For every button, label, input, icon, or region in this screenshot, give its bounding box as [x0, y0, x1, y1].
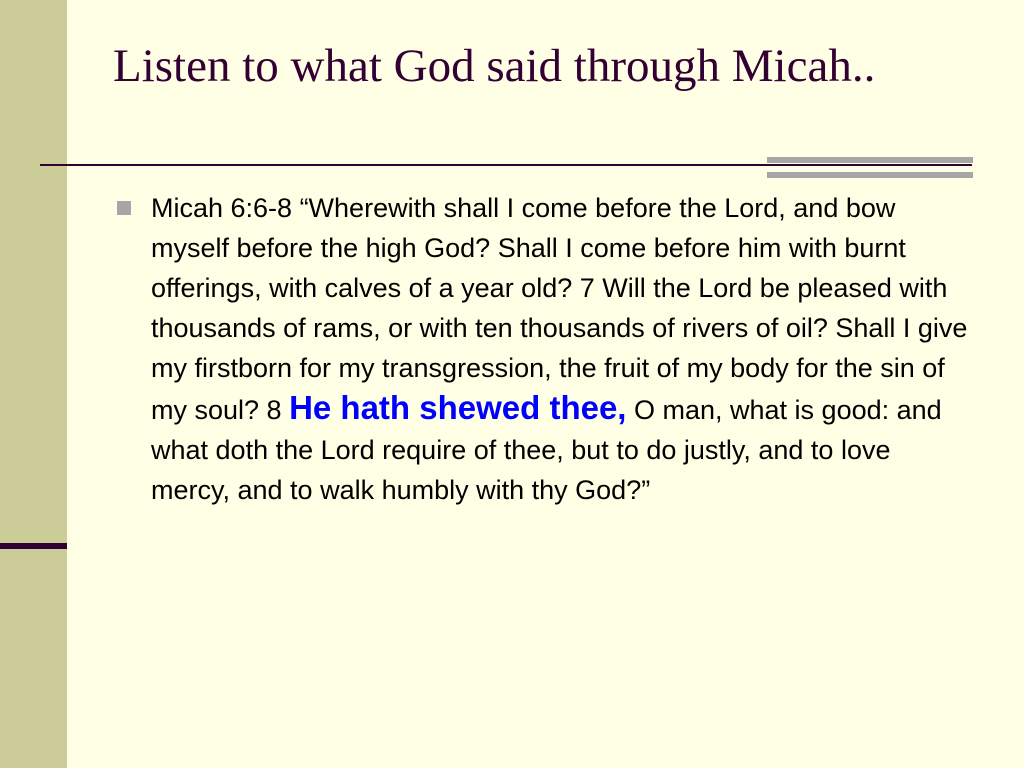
title-rule-accent [767, 157, 973, 178]
slide-content [113, 188, 971, 510]
bullet-highlight-text: He hath shewed thee, [289, 389, 627, 426]
bullet-text-before: Micah 6:6-8 “Wherewith shall I come before the Lord, and bow myself before the high God? Shall I come before him with burnt offerings, with calves of a year old? 7 Will the Lord be pleased with thousands of rams, or with ten thousands of rivers of oil? Shall I give my firstborn for my transgression, the fruit of my body for the sin of my soul? 8 [151, 193, 968, 425]
bullet-item [113, 188, 971, 510]
rule-accent-bar-top [767, 157, 973, 163]
rule-accent-bar-bottom [767, 172, 973, 178]
left-decorative-band [0, 0, 67, 768]
square-bullet-icon [117, 201, 131, 215]
left-accent-bar [0, 543, 67, 549]
slide-title: Listen to what God said through Micah.. [113, 40, 876, 92]
bullet-text-after: O man, what is good: and what doth the Lord require of thee, but to do justly, and to love mercy, and to walk humbly with thy God?” [151, 395, 942, 505]
